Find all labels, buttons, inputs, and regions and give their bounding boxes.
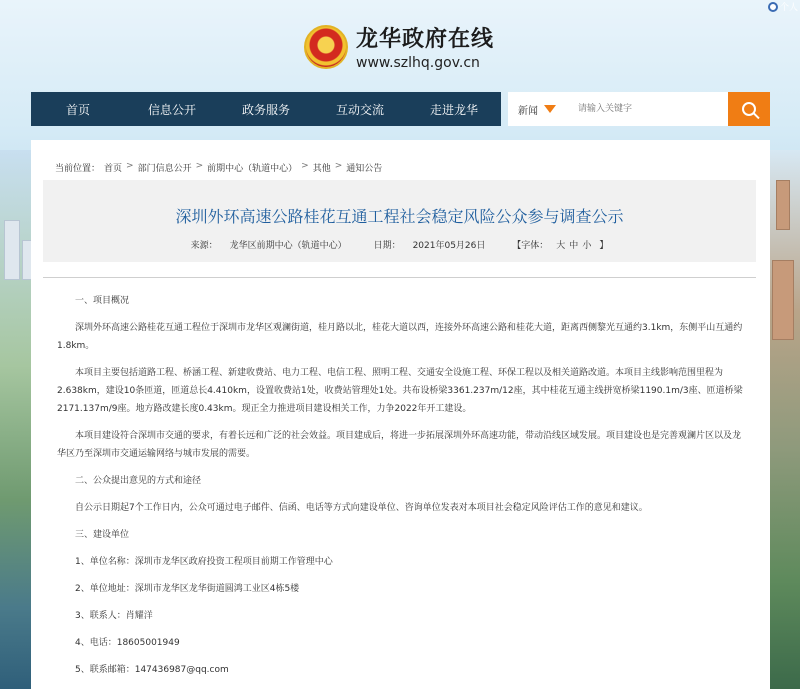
breadcrumb: 当前位置： 首页 > 部门信息公开 > 前期中心（轨道中心） > 其他 > 通知公告 (55, 161, 383, 174)
font-size-medium[interactable]: 中 (569, 241, 579, 251)
nav-home[interactable]: 首页 (65, 102, 90, 117)
article-source: 龙华区前期中心（轨道中心） (229, 241, 347, 251)
search-button[interactable] (728, 92, 770, 126)
contact-item: 3、联系人：肖耀洋 (75, 611, 153, 621)
contact-item: 4、电话：18605001949 (75, 638, 180, 648)
search-input[interactable] (570, 92, 730, 126)
paragraph: 自公示日期起7个工作日内，公众可通过电子邮件、信函、电话等方式向建设单位、咨询单位发表对本项目社会稳定风险评估工作的意见和建议。 (75, 503, 648, 513)
article-meta: 来源： 龙华区前期中心（轨道中心） 日期： 2021年05月26日 【字体： 大 中 小 】 (190, 241, 609, 251)
font-size-large[interactable]: 大 (556, 241, 566, 251)
nav-interaction[interactable]: 互动交流 (335, 102, 384, 117)
nav-info-disclosure[interactable]: 信息公开 (147, 102, 196, 117)
paragraph: 本项目建设符合深圳市交通的要求，有着长远和广泛的社会效益。项目建成后，将进一步拓展深圳外环高速功能，带动沿线区域发展。项目建设也是完善观澜片区以及龙华区乃至深圳市交通运输网络与城市发展的需要。 (57, 431, 742, 459)
site-name: 龙华政府在线 (356, 27, 495, 52)
font-size-small[interactable]: 小 (582, 241, 592, 251)
content-panel (31, 140, 770, 689)
search-bar (508, 92, 770, 126)
section-heading: 二、公众提出意见的方式和途径 (75, 476, 202, 486)
section-heading: 三、建设单位 (75, 530, 130, 540)
nav-gov-services[interactable]: 政务服务 (241, 102, 290, 117)
search-category-select[interactable]: 新闻 (508, 92, 570, 126)
crumb-center[interactable]: 前期中心（轨道中心） (207, 164, 298, 174)
main-nav (31, 92, 501, 126)
crumb-other[interactable]: 其他 (312, 164, 331, 174)
personal-link[interactable]: 个人 (768, 0, 798, 13)
site-url: www.szlhq.gov.cn (356, 55, 480, 71)
site-brand[interactable] (304, 22, 494, 71)
article-header (43, 180, 756, 262)
contact-item: 5、联系邮箱：147436987@qq.com (75, 665, 229, 675)
background-scenery-right (768, 150, 800, 689)
article-date: 2021年05月26日 (412, 241, 486, 251)
article-body (57, 292, 747, 688)
contact-item: 1、单位名称：深圳市龙华区政府投资工程项目前期工作管理中心 (75, 557, 333, 567)
crumb-home[interactable]: 首页 (104, 164, 123, 174)
divider (43, 277, 756, 278)
section-heading: 一、项目概况 (75, 296, 130, 306)
search-icon (742, 102, 756, 116)
dropdown-arrow-icon (544, 105, 556, 113)
contact-item: 2、单位地址：深圳市龙华区龙华街道圆鸿工业区4栋5楼 (75, 584, 300, 594)
paragraph: 深圳外环高速公路桂花互通工程位于深圳市龙华区观澜街道，桂月路以北，桂花大道以西，连接外环高速公路和桂花大道，距离西侧黎光互通约3.1km，东侧平山互通约1.8km。 (57, 323, 743, 351)
crumb-dept-info[interactable]: 部门信息公开 (137, 164, 192, 174)
paragraph: 本项目主要包括道路工程、桥涵工程、新建收费站、电力工程、电信工程、照明工程、交通安全设施工程、环保工程以及相关道路改道。本项目主线影响范围里程为2.638km，建设10条匝道，匝道总长4.410km，设置收费站1处，收费站管理处1处。共布设桥梁3361.237m/12座，其中桂花互通主线拼宽桥梁1190.1m/3座、匝道桥梁2171.137m/9座。地方路改建长度0.43km。现正全力推进项目建设相关工作，力争2022年开工建设。 (57, 368, 743, 414)
article-title: 深圳外环高速公路桂花互通工程社会稳定风险公众参与调查公示 (175, 207, 624, 226)
nav-about-longhua[interactable]: 走进龙华 (429, 102, 478, 117)
national-emblem-icon (304, 25, 348, 69)
crumb-notices[interactable]: 通知公告 (346, 164, 383, 174)
user-icon (768, 2, 778, 12)
